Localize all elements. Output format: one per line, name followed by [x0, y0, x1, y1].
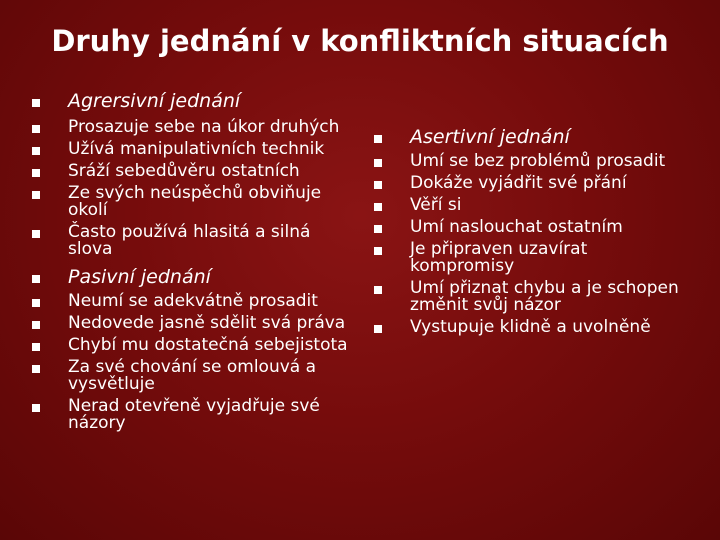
assertive-heading	[372, 127, 692, 147]
aggressive-heading-text: Agrersivní jednání	[68, 90, 241, 112]
list-item-text: Často používá hlasitá a silná slova	[68, 222, 311, 259]
list-item-text: Dokáže vyjádřit své přání	[410, 173, 627, 193]
list-item-text: Užívá manipulativních technik	[68, 139, 325, 159]
square-bullet-icon	[32, 147, 40, 155]
square-bullet-icon	[32, 230, 40, 238]
list-item	[30, 315, 350, 332]
aggressive-heading	[30, 91, 350, 111]
square-bullet-icon	[374, 225, 382, 233]
list-item	[30, 224, 350, 258]
list-item	[30, 398, 350, 432]
list-item-text: Prosazuje sebe na úkor druhých	[68, 117, 340, 137]
slide-title: Druhy jednání v konfliktních situacích	[51, 24, 669, 58]
square-bullet-icon	[374, 203, 382, 211]
list-item-text: Chybí mu dostatečná sebejistota	[68, 335, 348, 355]
list-item	[30, 293, 350, 310]
square-bullet-icon	[32, 321, 40, 329]
list-item-text: Vystupuje klidně a uvolněně	[410, 317, 651, 337]
list-item-text: Umí přiznat chybu a je schopen změnit svůj názor	[410, 278, 679, 315]
list-item	[372, 319, 692, 336]
list-item	[30, 359, 350, 393]
square-bullet-icon	[32, 275, 40, 283]
list-item	[372, 175, 692, 192]
square-bullet-icon	[32, 191, 40, 199]
list-item	[372, 241, 692, 275]
list-item-text: Sráží sebedůvěru ostatních	[68, 161, 300, 181]
passive-heading-text: Pasivní jednání	[68, 266, 211, 288]
list-item-text: Neumí se adekvátně prosadit	[68, 291, 318, 311]
square-bullet-icon	[32, 365, 40, 373]
square-bullet-icon	[32, 404, 40, 412]
square-bullet-icon	[32, 299, 40, 307]
list-item-text: Nedovede jasně sdělit svá práva	[68, 313, 346, 333]
square-bullet-icon	[374, 325, 382, 333]
list-item-text: Ze svých neúspěchů obviňuje okolí	[68, 183, 322, 220]
list-item	[30, 141, 350, 158]
list-item	[30, 163, 350, 180]
square-bullet-icon	[32, 343, 40, 351]
list-item	[372, 280, 692, 314]
list-item	[30, 119, 350, 136]
list-item	[30, 185, 350, 219]
list-item-text: Umí naslouchat ostatním	[410, 217, 623, 237]
list-item-text: Umí se bez problémů prosadit	[410, 151, 666, 171]
square-bullet-icon	[374, 247, 382, 255]
square-bullet-icon	[32, 125, 40, 133]
left-column	[30, 91, 350, 437]
list-item	[372, 197, 692, 214]
square-bullet-icon	[32, 169, 40, 177]
square-bullet-icon	[374, 181, 382, 189]
list-item-text: Za své chování se omlouvá a vysvětluje	[68, 357, 317, 394]
list-item-text: Věří si	[410, 195, 462, 215]
list-item	[372, 153, 692, 170]
assertive-heading-text: Asertivní jednání	[410, 126, 570, 148]
passive-heading	[30, 267, 350, 287]
square-bullet-icon	[374, 159, 382, 167]
square-bullet-icon	[32, 99, 40, 107]
right-column	[372, 127, 692, 341]
list-item	[30, 337, 350, 354]
square-bullet-icon	[374, 286, 382, 294]
list-item-text: Nerad otevřeně vyjadřuje své názory	[68, 396, 320, 433]
list-item	[372, 219, 692, 236]
list-item-text: Je připraven uzavírat kompromisy	[410, 239, 588, 276]
square-bullet-icon	[374, 135, 382, 143]
